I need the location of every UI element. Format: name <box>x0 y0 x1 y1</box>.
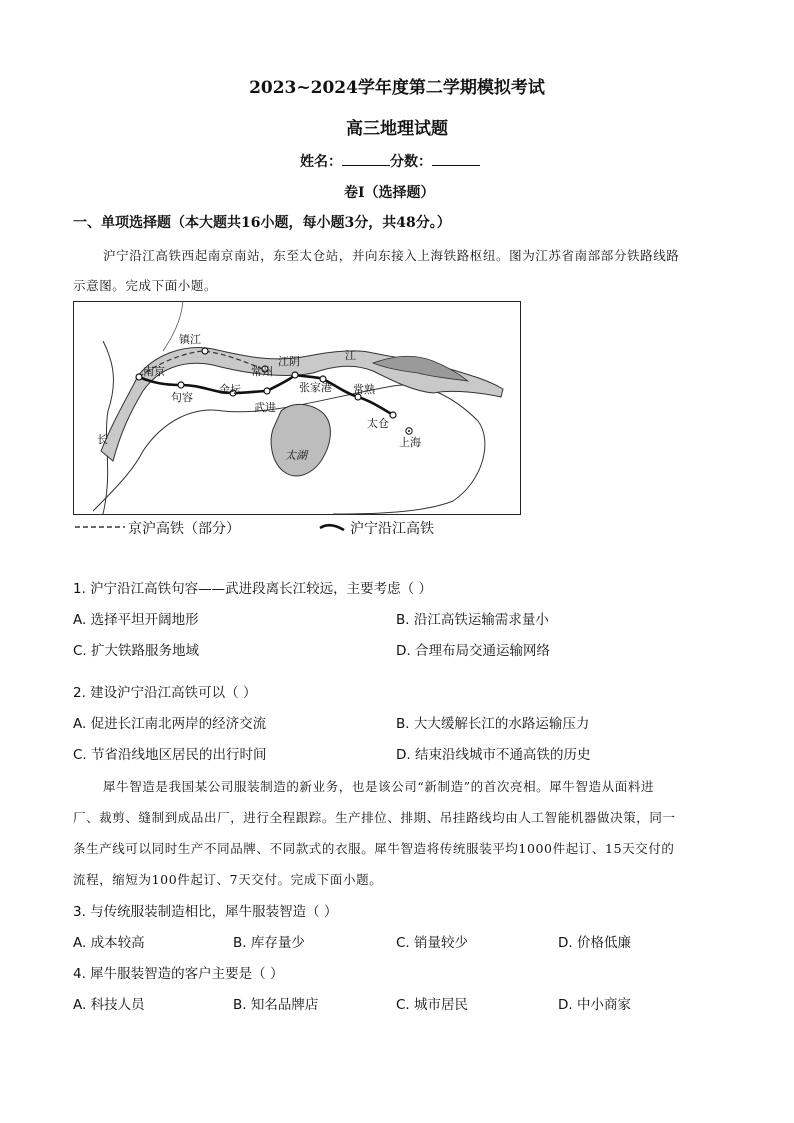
name-score-line <box>300 151 480 171</box>
volume-label: 卷Ⅰ（选择题） <box>344 185 435 201</box>
passage1-line: 沪宁沿江高铁西起南京南站，东至太仓站，并向东接入上海铁路枢纽。图为江苏省南部部分铁路线路 <box>103 248 680 263</box>
option: C. 销量较少 <box>396 935 469 951</box>
railway-map <box>73 301 521 515</box>
option: A. 选择平坦开阔地形 <box>73 612 199 628</box>
option: D. 合理布局交通运输网络 <box>396 643 550 659</box>
station-nanjing <box>136 374 142 380</box>
city-label: 镇江 <box>179 333 201 346</box>
section-heading: 一、单项选择题（本大题共16小题，每小题3分，共48分。） <box>73 215 451 231</box>
legend-jinghu-label: 京沪高铁（部分） <box>128 521 240 537</box>
station-jurong <box>178 382 184 388</box>
option: A. 成本较高 <box>73 935 145 951</box>
option: C. 节省沿线地区居民的出行时间 <box>73 747 267 763</box>
city-label: 句容 <box>171 391 193 404</box>
name-blank <box>342 153 390 166</box>
option: A. 促进长江南北两岸的经济交流 <box>73 716 267 732</box>
passage2-line: 厂、裁剪、缝制到成品出厂，进行全程跟踪。生产排位、排期、吊挂路线均由人工智能机器做决策，同一 <box>73 810 676 825</box>
question-stem: 4. 犀牛服装智造的客户主要是（ ） <box>73 966 284 982</box>
score-blank <box>432 153 480 166</box>
station-zhenjiang <box>202 348 208 354</box>
question-stem: 2. 建设沪宁沿江高铁可以（ ） <box>73 685 257 701</box>
city-label: 常熟 <box>353 383 375 396</box>
question-stem: 3. 与传统服装制造相比，犀牛服装智造（ ） <box>73 904 338 920</box>
city-label: 武进 <box>254 401 276 414</box>
question-stem: 1. 沪宁沿江高铁句容——武进段离长江较远，主要考虑（ ） <box>73 581 432 597</box>
station-taicang <box>390 412 396 418</box>
city-label: 南京 <box>143 365 165 378</box>
passage2-line: 条生产线可以同时生产不同品牌、不同款式的衣服。犀牛智造将传统服装平均1000件起订、15天交付的 <box>73 841 675 856</box>
city-label: 江阴 <box>278 355 300 368</box>
legend-dashed-symbol <box>73 519 133 535</box>
option: C. 扩大铁路服务地域 <box>73 643 200 659</box>
legend-huning-label: 沪宁沿江高铁 <box>350 521 434 537</box>
option: B. 沿江高铁运输需求量小 <box>396 612 549 628</box>
shanghai-marker-dot <box>408 430 410 432</box>
option: C. 城市居民 <box>396 997 469 1013</box>
passage1-line: 示意图。完成下面小题。 <box>73 278 218 293</box>
station-wujin <box>264 388 270 394</box>
legend-solid-symbol <box>318 519 348 535</box>
option: B. 大大缓解长江的水路运输压力 <box>396 716 590 732</box>
lake-label: 太湖 <box>285 449 307 462</box>
option: D. 中小商家 <box>558 997 631 1013</box>
option: B. 知名品牌店 <box>233 997 319 1013</box>
river-label: 长 <box>97 433 108 446</box>
score-label: 分数： <box>390 154 432 170</box>
city-label: 张家港 <box>299 381 332 394</box>
station-jiangyin <box>292 372 298 378</box>
exam-subtitle: 高三地理试题 <box>346 119 448 139</box>
option: A. 科技人员 <box>73 997 145 1013</box>
passage2-line: 流程，缩短为100件起订、7天交付。完成下面小题。 <box>73 872 383 887</box>
name-label: 姓名： <box>300 154 342 170</box>
city-label: 金坛 <box>219 383 241 396</box>
exam-title: 2023~2024学年度第二学期模拟考试 <box>249 78 545 98</box>
option: D. 结束沿线城市不通高铁的历史 <box>396 747 591 763</box>
passage2-line: 犀牛智造是我国某公司服装制造的新业务，也是该公司“新制造”的首次亮相。犀牛智造从面料进 <box>103 779 655 794</box>
city-label: 常州 <box>251 365 273 378</box>
city-label: 上海 <box>399 436 421 449</box>
river-label: 江 <box>345 349 356 362</box>
option: D. 价格低廉 <box>558 935 631 951</box>
option: B. 库存量少 <box>233 935 305 951</box>
city-label: 太仓 <box>367 417 389 430</box>
